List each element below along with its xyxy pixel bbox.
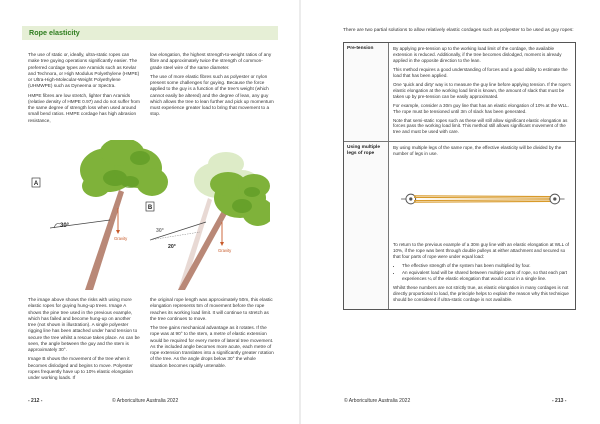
- paragraph: the original rope length was approximately 50m, this elastic elongation represents 5m of movement before the rope reaches its working load limit. It will continue to stretch as the tree continues to move.: [150, 297, 273, 321]
- table-row-pretension: [344, 43, 575, 142]
- page-number-left: - 212 -: [28, 398, 43, 404]
- paragraph: The image above shows the risks with using more elastic ropes for guying hung-up trees. Image A shows the pine tree used in the previous example, which has failed and become hung-up on another tree (not shown in illustration). A single polyester rigging line has been attached under hand tension to secure the tree whilst a rescue takes place. As can be seen, the angle between the guy and the stem is approximately 30°.: [28, 297, 140, 352]
- intro-column-right: [150, 52, 274, 121]
- pretension-body: [389, 43, 575, 141]
- pretension-label: Pre-tension: [344, 43, 389, 141]
- paragraph: Whilst these numbers are not strictly true, as elastic elongation in many cordages is not directly proportional to load, the principle helps to explain the reason why this technique should be considered if ultra-static cordage is not available.: [393, 285, 569, 302]
- paragraph: By applying pre-tension up to the working load limit of the cordage, the available extension is reduced. Additionally, if the tree becomes dislodged, moment is already applied in the opposite direction to the lean.: [393, 46, 562, 63]
- multilegs-body: [389, 142, 575, 308]
- copyright-left: © Arboriculture Australia 2022: [112, 398, 179, 404]
- section-title: Rope elasticity: [29, 28, 80, 37]
- caption-column-right: [150, 297, 274, 372]
- paragraph: Image B shows the movement of the tree when it becomes dislodged and begins to move. Polyester ropes frequently have up to 10% elastic elongation under working loads. If: [28, 356, 134, 380]
- rope-legs: [414, 196, 552, 202]
- paragraph: low elongation, the highest strength-to-weight ratios of any fibre and approximately twice the strength of common-grade steel wire of the same diameter.: [150, 52, 272, 70]
- label-a: A: [33, 181, 39, 187]
- table-row-multiple-legs: [344, 142, 575, 308]
- pulley-right: [550, 194, 565, 204]
- angle-label-a: 30°: [60, 223, 70, 229]
- paragraph: Note that semi-static ropes such as these will still allow significant elastic elongation as forces pass the working load limit. This method still allows significant movement of the tree and must be used with care.: [393, 117, 568, 135]
- label-b: B: [147, 205, 153, 211]
- caption-column-left: [28, 297, 140, 384]
- angle-label-b-lower: 20°: [168, 244, 176, 250]
- tree-a-foliage: [80, 140, 168, 197]
- page-number-right: - 213 -: [552, 398, 567, 404]
- paragraph: The use of static or, ideally, ultra-static ropes can make tree guying operations significantly easier. The preferred cordage types are Aramids such as Kevlar and Technora, or High Modulus Polyethylene (HMPE) or Ultra-High-Molecular-Weight Polyethylene (UHMWPE) such as Dyneema or Spectra.: [28, 52, 140, 89]
- paragraph: The tree gains mechanical advantage as it rotates. If the rope was at 90° to the stem, a metre of elastic extension would be required for every metre of lateral tree movement. As the included angle becomes more acute, each metre of rope extension translates into a significantly greater rotation of the tree. As the angle drops below 30° the whole situation becomes rapidly untenable.: [150, 325, 274, 368]
- list-item: • The effective strength of the system has been multiplied by four.: [402, 263, 571, 269]
- paragraph: By using multiple legs of the same rope, the effective elasticity will be divided by the number of legs in use.: [393, 145, 562, 157]
- gravity-label-a: Gravity: [114, 236, 128, 241]
- solutions-table: [343, 42, 576, 310]
- paragraph: One 'quick and dirty' way is to measure the guy line before applying tension. If the rope's elastic elongation at the working load limit is known, the amount of slack that must be taken up by pre-tension can be easily approximated.: [393, 81, 571, 99]
- angle-label-b-upper: 30°: [156, 228, 164, 234]
- page-gutter: [299, 0, 301, 424]
- multiple-legs-diagram: [393, 160, 571, 238]
- section-header: [22, 26, 278, 40]
- gravity-label-b: Gravity: [218, 248, 232, 253]
- paragraph: For example, consider a 30m guy line that has an elastic elongation of 10% at the WLL. The rope must be tensioned until 3m of slack has been generated.: [393, 102, 569, 114]
- list-item: • An equivalent load will be shared between multiple parts of rope, so that each part experiences ¼ of the elastic elongation that would occur in a single line.: [402, 270, 571, 282]
- bullet-list: [402, 263, 571, 282]
- tree-guying-illustration: [30, 140, 270, 290]
- intro-column-left: [28, 52, 140, 127]
- paragraph: The use of more elastic fibres such as polyester or nylon present some challenges for guying. Because the force applied to the guy is a function of the tree's weight (which cannot easily be altered) and the degree of lean, any guy which allows the tree to lean further and pick up momentum must experience greater load to bring that movement to a stop.: [150, 73, 274, 117]
- paragraph: HMPE fibres are low stretch, lighter than Aramids (relative density of HMPE 0.97) and do not suffer from the same degree of strength loss when used around small bend ratios. HMPE cordage has high abrasion resistance,: [28, 92, 140, 123]
- right-intro: There are two partial solutions to allow relatively elastic cordages such as polyester to be used as guy ropes:: [343, 28, 574, 33]
- pulley-left: [401, 194, 416, 204]
- copyright-right: © Arboriculture Australia 2022: [344, 398, 411, 404]
- paragraph: To return to the previous example of a 30m guy line with an elastic elongation at WLL of 10%, if the rope was bent through double pulleys at either attachment and secured so that four parts of rope were under equal load:: [393, 242, 569, 260]
- paragraph: This method requires a good understanding of forces and a good ability to estimate the load that has been applied.: [393, 66, 568, 78]
- guy-rope-a: [50, 220, 110, 228]
- multilegs-label: Using multiple legs of rope: [344, 142, 389, 308]
